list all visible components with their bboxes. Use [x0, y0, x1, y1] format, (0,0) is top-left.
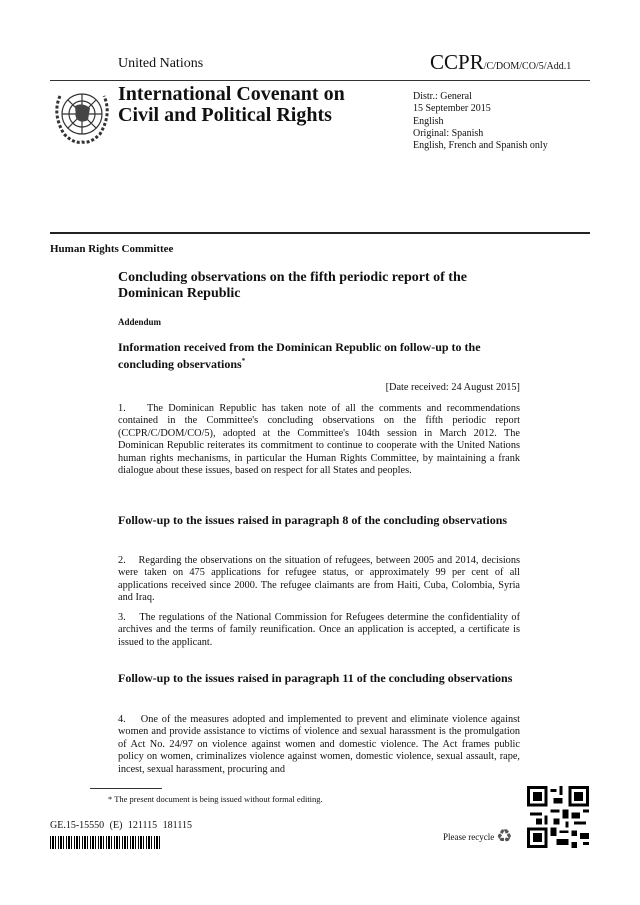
- main-heading-block: [118, 270, 520, 302]
- main-heading: Concluding observations on the fifth periodic report of the Dominican Republic: [118, 270, 467, 301]
- footnote: * The present document is being issued without formal editing.: [108, 794, 323, 804]
- document-title: [118, 84, 345, 126]
- paragraph-4: [118, 714, 520, 776]
- section-heading: Follow-up to the issues raised in paragraph 11 of the concluding observations: [118, 671, 513, 685]
- qr-code-icon: [527, 786, 589, 848]
- barcode-icon: [50, 836, 162, 849]
- distr-line: English, French and Spanish only: [413, 140, 548, 152]
- paragraph-text: 1. The Dominican Republic has taken note of all the comments and recommendations contained in the Committee's concluding observations on the fifth periodic report (CCPR/C/DOM/CO/5), adopted at the Committee's 104th session in March 2012. The Dominican Republic reiterates its commitment to continue to cooperate with the United Nations human rights mechanisms, in particular the Human Rights Committee, by maintaining a frank dialogue about these issues, based on respect for all States and peoples.: [118, 403, 520, 477]
- date-received: [Date received: 24 August 2015]: [385, 382, 520, 393]
- distr-line: 15 September 2015: [413, 103, 491, 115]
- paragraph-1: [118, 403, 520, 477]
- paragraph-2: [118, 555, 520, 605]
- distr-line: Original: Spanish: [413, 127, 484, 139]
- header-rule: [50, 80, 590, 81]
- title-rule: [50, 232, 590, 234]
- recycle-text: Please recycle: [443, 831, 495, 842]
- symbol-suffix: /C/DOM/CO/5/Add.1: [483, 61, 572, 72]
- symbol-main: CCPR: [430, 50, 484, 74]
- addendum-label: Addendum: [118, 317, 162, 327]
- org-name: United Nations: [118, 56, 204, 71]
- un-emblem-icon: [50, 84, 114, 146]
- footnote-rule: [90, 788, 162, 789]
- title-line: Civil and Political Rights: [118, 104, 332, 126]
- subheading-block: [118, 340, 520, 371]
- document-symbol: [430, 50, 571, 75]
- recycle-notice: [443, 826, 512, 847]
- distr-line: English: [413, 115, 444, 127]
- footnote-mark: *: [241, 357, 246, 365]
- section-heading: Follow-up to the issues raised in paragraph 8 of the concluding observations: [118, 513, 508, 527]
- job-number: GE.15-15550 (E) 121115 181115: [50, 820, 192, 831]
- section-heading-1: [118, 513, 520, 527]
- distr-line: Distr.: General: [413, 91, 472, 102]
- recycle-icon: ♻: [496, 826, 513, 846]
- section-heading-2: [118, 671, 520, 685]
- subheading-text: Information received from the Dominican Republic on follow-up to the concluding observations: [118, 340, 481, 371]
- subheading: [118, 340, 520, 371]
- paragraph-text: 4. One of the measures adopted and implemented to prevent and eliminate violence against women and provide assistance to victims of violence and sexual harassment is the promulgation of Act No. 24/97 on violence against women and domestic violence. The Act frames public policy on women, criminalizes violence against women, domestic violence, sexual assault, rape, incest, sexual harassment, procuring and: [118, 714, 520, 775]
- paragraph-text: 2. Regarding the observations on the situation of refugees, between 2005 and 2014, decisions were taken on 475 applications for refugee status, or approximately 99 per cent of all applications received since 2000. The refugee claimants are from Haiti, Cuba, Colombia, Syria and Iraq.: [118, 555, 520, 604]
- paragraph-3: [118, 612, 520, 649]
- paragraph-text: 3. The regulations of the National Commission for Refugees determine the confidentiality of archives and the terms of family reunification. Once an application is accepted, a certificate is issued to the applicant.: [118, 612, 520, 648]
- title-line: International Covenant on: [118, 83, 345, 105]
- committee-name: Human Rights Committee: [50, 243, 174, 255]
- distribution-block: [413, 91, 548, 152]
